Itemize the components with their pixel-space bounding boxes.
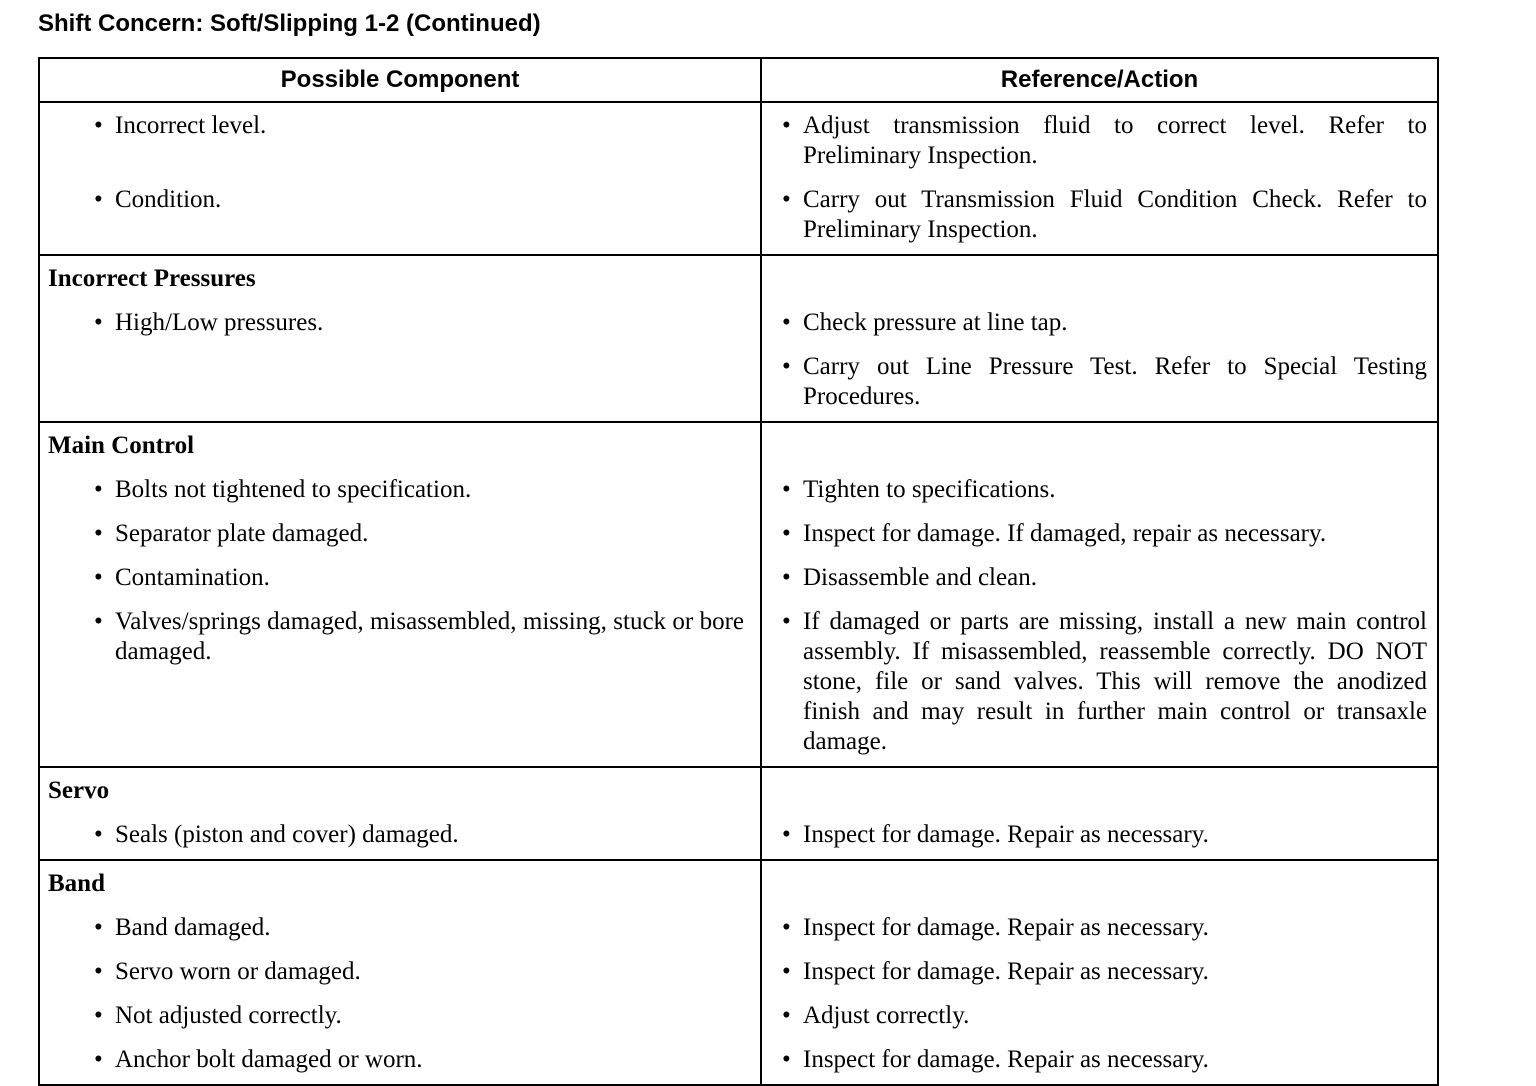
action-item: [782, 563, 1427, 593]
action-text: Inspect for damage. Repair as necessary.: [803, 914, 1209, 941]
bullet-icon: •: [94, 1002, 103, 1029]
component-cell: [40, 768, 762, 820]
bullet-icon: •: [94, 914, 103, 941]
component-cell: [40, 861, 762, 913]
table-row: [40, 768, 1437, 861]
action-cell: [762, 861, 1437, 913]
action-cell: [762, 256, 1437, 308]
bullet-icon: •: [782, 608, 791, 635]
component-item: [94, 185, 744, 215]
bullet-icon: •: [94, 564, 103, 591]
component-text: Bolts not tightened to specification.: [115, 476, 472, 503]
table-row: [40, 423, 1437, 768]
action-item: [782, 820, 1427, 850]
component-text: Separator plate damaged.: [115, 520, 369, 547]
bullet-icon: •: [782, 112, 791, 139]
component-text: Condition.: [115, 186, 222, 213]
diagnostic-table: [38, 57, 1439, 1086]
action-cell: [762, 423, 1437, 475]
component-item: [94, 475, 744, 505]
bullet-icon: •: [782, 1002, 791, 1029]
table-row: [40, 861, 1437, 1086]
bullet-icon: •: [782, 914, 791, 941]
header-possible-component: Possible Component: [40, 59, 762, 101]
action-item: [782, 1045, 1427, 1075]
component-item: [94, 563, 744, 593]
component-text: Incorrect level.: [115, 112, 267, 139]
action-text: Inspect for damage. Repair as necessary.: [803, 821, 1209, 848]
table-row: [40, 256, 1437, 423]
action-text: Carry out Transmission Fluid Condition Check. Refer to Preliminary Inspection.: [803, 186, 1427, 243]
component-text: Not adjusted correctly.: [115, 1002, 342, 1029]
component-item: [94, 1001, 744, 1031]
bullet-icon: •: [782, 520, 791, 547]
action-item: [782, 111, 1427, 171]
action-item: [782, 957, 1427, 987]
action-text: If damaged or parts are missing, install a new main control assembly. If misassembled, reassemble correctly. DO NOT stone, file or sand valves. This will remove the anodized finish and may result in further main control or transaxle damage.: [803, 608, 1427, 755]
action-item: [782, 1001, 1427, 1031]
action-cell: [762, 103, 1437, 111]
component-text: Contamination.: [115, 564, 270, 591]
category-heading: Servo: [48, 777, 110, 804]
action-text: Carry out Line Pressure Test. Refer to Special Testing Procedures.: [803, 353, 1427, 410]
component-text: High/Low pressures.: [115, 309, 324, 336]
action-cell: [762, 768, 1437, 820]
component-cell: [40, 256, 762, 308]
bullet-icon: •: [94, 520, 103, 547]
bullet-icon: •: [94, 112, 103, 139]
component-cell: [40, 103, 762, 111]
category-heading: Main Control: [48, 432, 195, 459]
action-item: [782, 913, 1427, 943]
component-item: [94, 913, 744, 943]
bullet-icon: •: [782, 353, 791, 380]
component-cell: [40, 423, 762, 475]
action-text: Adjust transmission fluid to correct level. Refer to Preliminary Inspection.: [803, 112, 1427, 169]
bullet-icon: •: [782, 564, 791, 591]
bullet-icon: •: [782, 821, 791, 848]
component-text: Band damaged.: [115, 914, 271, 941]
action-item: [782, 352, 1427, 412]
action-text: Inspect for damage. If damaged, repair as necessary.: [803, 520, 1327, 547]
category-heading: Band: [48, 870, 105, 897]
bullet-icon: •: [94, 821, 103, 848]
action-text: Inspect for damage. Repair as necessary.: [803, 958, 1209, 985]
table-header: [40, 59, 1437, 103]
bullet-icon: •: [94, 309, 103, 336]
component-item: [94, 111, 744, 141]
component-item: [94, 820, 744, 850]
bullet-icon: •: [94, 608, 103, 635]
component-text: Valves/springs damaged, misassembled, missing, stuck or bore damaged.: [115, 608, 744, 665]
action-item: [782, 185, 1427, 245]
page-title: Shift Concern: Soft/Slipping 1-2 (Continued): [38, 10, 541, 37]
bullet-icon: •: [782, 186, 791, 213]
bullet-icon: •: [782, 476, 791, 503]
action-item: [782, 308, 1427, 338]
action-item: [782, 519, 1427, 549]
bullet-icon: •: [782, 309, 791, 336]
action-text: Check pressure at line tap.: [803, 309, 1068, 336]
action-text: Inspect for damage. Repair as necessary.: [803, 1046, 1209, 1073]
bullet-icon: •: [94, 476, 103, 503]
component-item: [94, 957, 744, 987]
component-item: [94, 607, 744, 667]
category-heading: Incorrect Pressures: [48, 265, 256, 292]
bullet-icon: •: [94, 1046, 103, 1073]
component-item: [94, 1045, 744, 1075]
component-item: [94, 519, 744, 549]
component-text: Servo worn or damaged.: [115, 958, 361, 985]
component-text: Seals (piston and cover) damaged.: [115, 821, 459, 848]
bullet-icon: •: [782, 1046, 791, 1073]
table-row: [40, 103, 1437, 256]
action-text: Adjust correctly.: [803, 1002, 970, 1029]
action-text: Tighten to specifications.: [803, 476, 1056, 503]
action-item: [782, 475, 1427, 505]
bullet-icon: •: [94, 186, 103, 213]
bullet-icon: •: [94, 958, 103, 985]
component-text: Anchor bolt damaged or worn.: [115, 1046, 423, 1073]
header-reference-action: Reference/Action: [1000, 66, 1199, 93]
component-item: [94, 308, 744, 338]
action-item: [782, 607, 1427, 757]
bullet-icon: •: [782, 958, 791, 985]
action-text: Disassemble and clean.: [803, 564, 1037, 591]
